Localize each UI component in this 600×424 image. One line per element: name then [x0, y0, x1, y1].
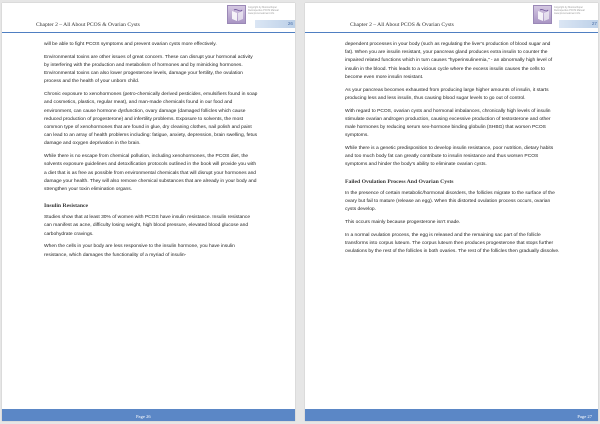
right-page: [305, 3, 598, 421]
left-page: [2, 3, 295, 421]
paragraph: In a normal ovulation process, the egg is released and the remaining sac part of the follicle transforms into corpus luteum. The corpus luteum then produces progesterone that stops further ovulations by the rest of the follicles in both ovaries. The rest of the follicles then gradually dissolve.: [345, 232, 560, 255]
section-heading: Insulin Resistance: [44, 203, 89, 210]
book-logo-icon: [227, 5, 246, 24]
page-body: [44, 41, 258, 264]
header-divider: [2, 32, 295, 33]
paragraph: Studies show that at least 30% of women with PCOS have insulin resistance. Insulin resistance can manifest as acne, difficulty losing weight, high blood pressure, elevated blood glucose and carbohydrate cravings.: [44, 215, 251, 237]
logo-caption: Copyright by Monica Roper Retrospective PCOS Manual www.pcos-treatment.info: [554, 6, 585, 16]
paragraph: As your pancreas becomes exhausted from producing large higher amounts of insulin, it starts producing less and less insulin, thus causing blood sugar levels to go out of control.: [345, 87, 549, 101]
paragraph: When the cells in your body are less responsive to the insulin hormone, you have insulin resistance, which damages the functionality of a myriad of insulin-: [44, 244, 235, 258]
logo-caption: Copyright by Monica Roper Retrospective PCOS Manual www.pcos-treatment.info: [248, 6, 279, 16]
paragraph: This occurs mainly because progesterone isn't made.: [345, 219, 461, 225]
paragraph: will be able to fight PCOS symptoms and prevent ovarian cysts more effectively.: [44, 42, 217, 47]
paragraph: In the presence of certain metabolic/hormonal disorders, the follicles migrate to the surface of the ovary but fail to mature (release an egg). When this distorted ovulation process occurs, ovarian cysts develop.: [345, 190, 555, 213]
header-divider: [305, 32, 598, 33]
page-number-badge: 26: [255, 20, 295, 28]
paragraph: Chronic exposure to xenohormones (petro-chemically derived pesticides, emulsifiers found in soap and cosmetics, plastics, regular meat), and man-made chemicals found in our food and environment, can cause hormone dysfunction, ovary damage (damaged follicles which cause reduced production of progesterone) and infertility problems. Exposure to solvents, the most common type of xenohormones that are found in glue, dry cleaning clothes, nail polish and paint can lead to an array of health problems including: fatigue, anxiety, depression, brain swelling, fetus damage and oxygen deprivation in the brain.: [44, 92, 258, 147]
paragraph: dependent processes in your body (such as regulating the liver's production of blood sugar and fat). When you are insulin resistant, your pancreas gland produces extra insulin to counter the impaired related functions which in turn causes "hyperinsulinemia," - an abnormally high level of insulin in the blood. This leads to a vicious cycle where the excess insulin causes the cells to become even more insulin resistant.: [345, 42, 553, 80]
page-number-badge: 27: [559, 20, 598, 28]
page-number-footer: Page 27: [577, 414, 592, 419]
chapter-title: Chapter 2 – All About PCOS & Ovarian Cysts: [350, 22, 454, 28]
page-body: [345, 41, 560, 261]
section-heading: Failed Ovulation Process And Ovarian Cysts: [345, 178, 454, 185]
page-footer: [305, 409, 598, 421]
book-logo-icon: [533, 5, 552, 24]
chapter-title: Chapter 2 – All About PCOS & Ovarian Cysts: [36, 22, 140, 28]
paragraph: With regard to PCOS, ovarian cysts and hormonal imbalances, chronically high levels of insulin stimulate ovarian androgen production, causing excessive production of testosterone and other male hormones by reducing serum sex-hormone binding globulin (SHBG) that worsen PCOS symptoms.: [345, 108, 551, 139]
page-header: [2, 3, 295, 33]
page-number-footer: Page 26: [136, 414, 151, 419]
paragraph: While there is no escape from chemical pollution, including xenohormones, the PCOS diet, the solvents exposure guidelines and detoxification protocols outlined in the book will provide you with a diet that is as free as possible from environmental chemicals that will disrupt your hormones and damage your health. They will also remove chemical substances that are already in your body and strengthen your toxin elimination organs.: [44, 154, 257, 193]
page-header: [305, 3, 598, 33]
paragraph: While there is a genetic predisposition to develop insulin resistance, poor nutrition, dietary habits and too much body fat can greatly contribute to insulin resistance and thus worsen PCOS symptoms and hinder the body's ability to eliminate ovarian cysts.: [345, 146, 554, 168]
paragraph: Environmental toxins are other issues of great concern. These can disrupt your hormonal activity by interfering with the production and metabolism of hormones and by mimicking hormones. Environmental toxins can also lower progesterone levels, damage your fertility, the ovulation process and the health of your unborn child.: [44, 54, 253, 85]
